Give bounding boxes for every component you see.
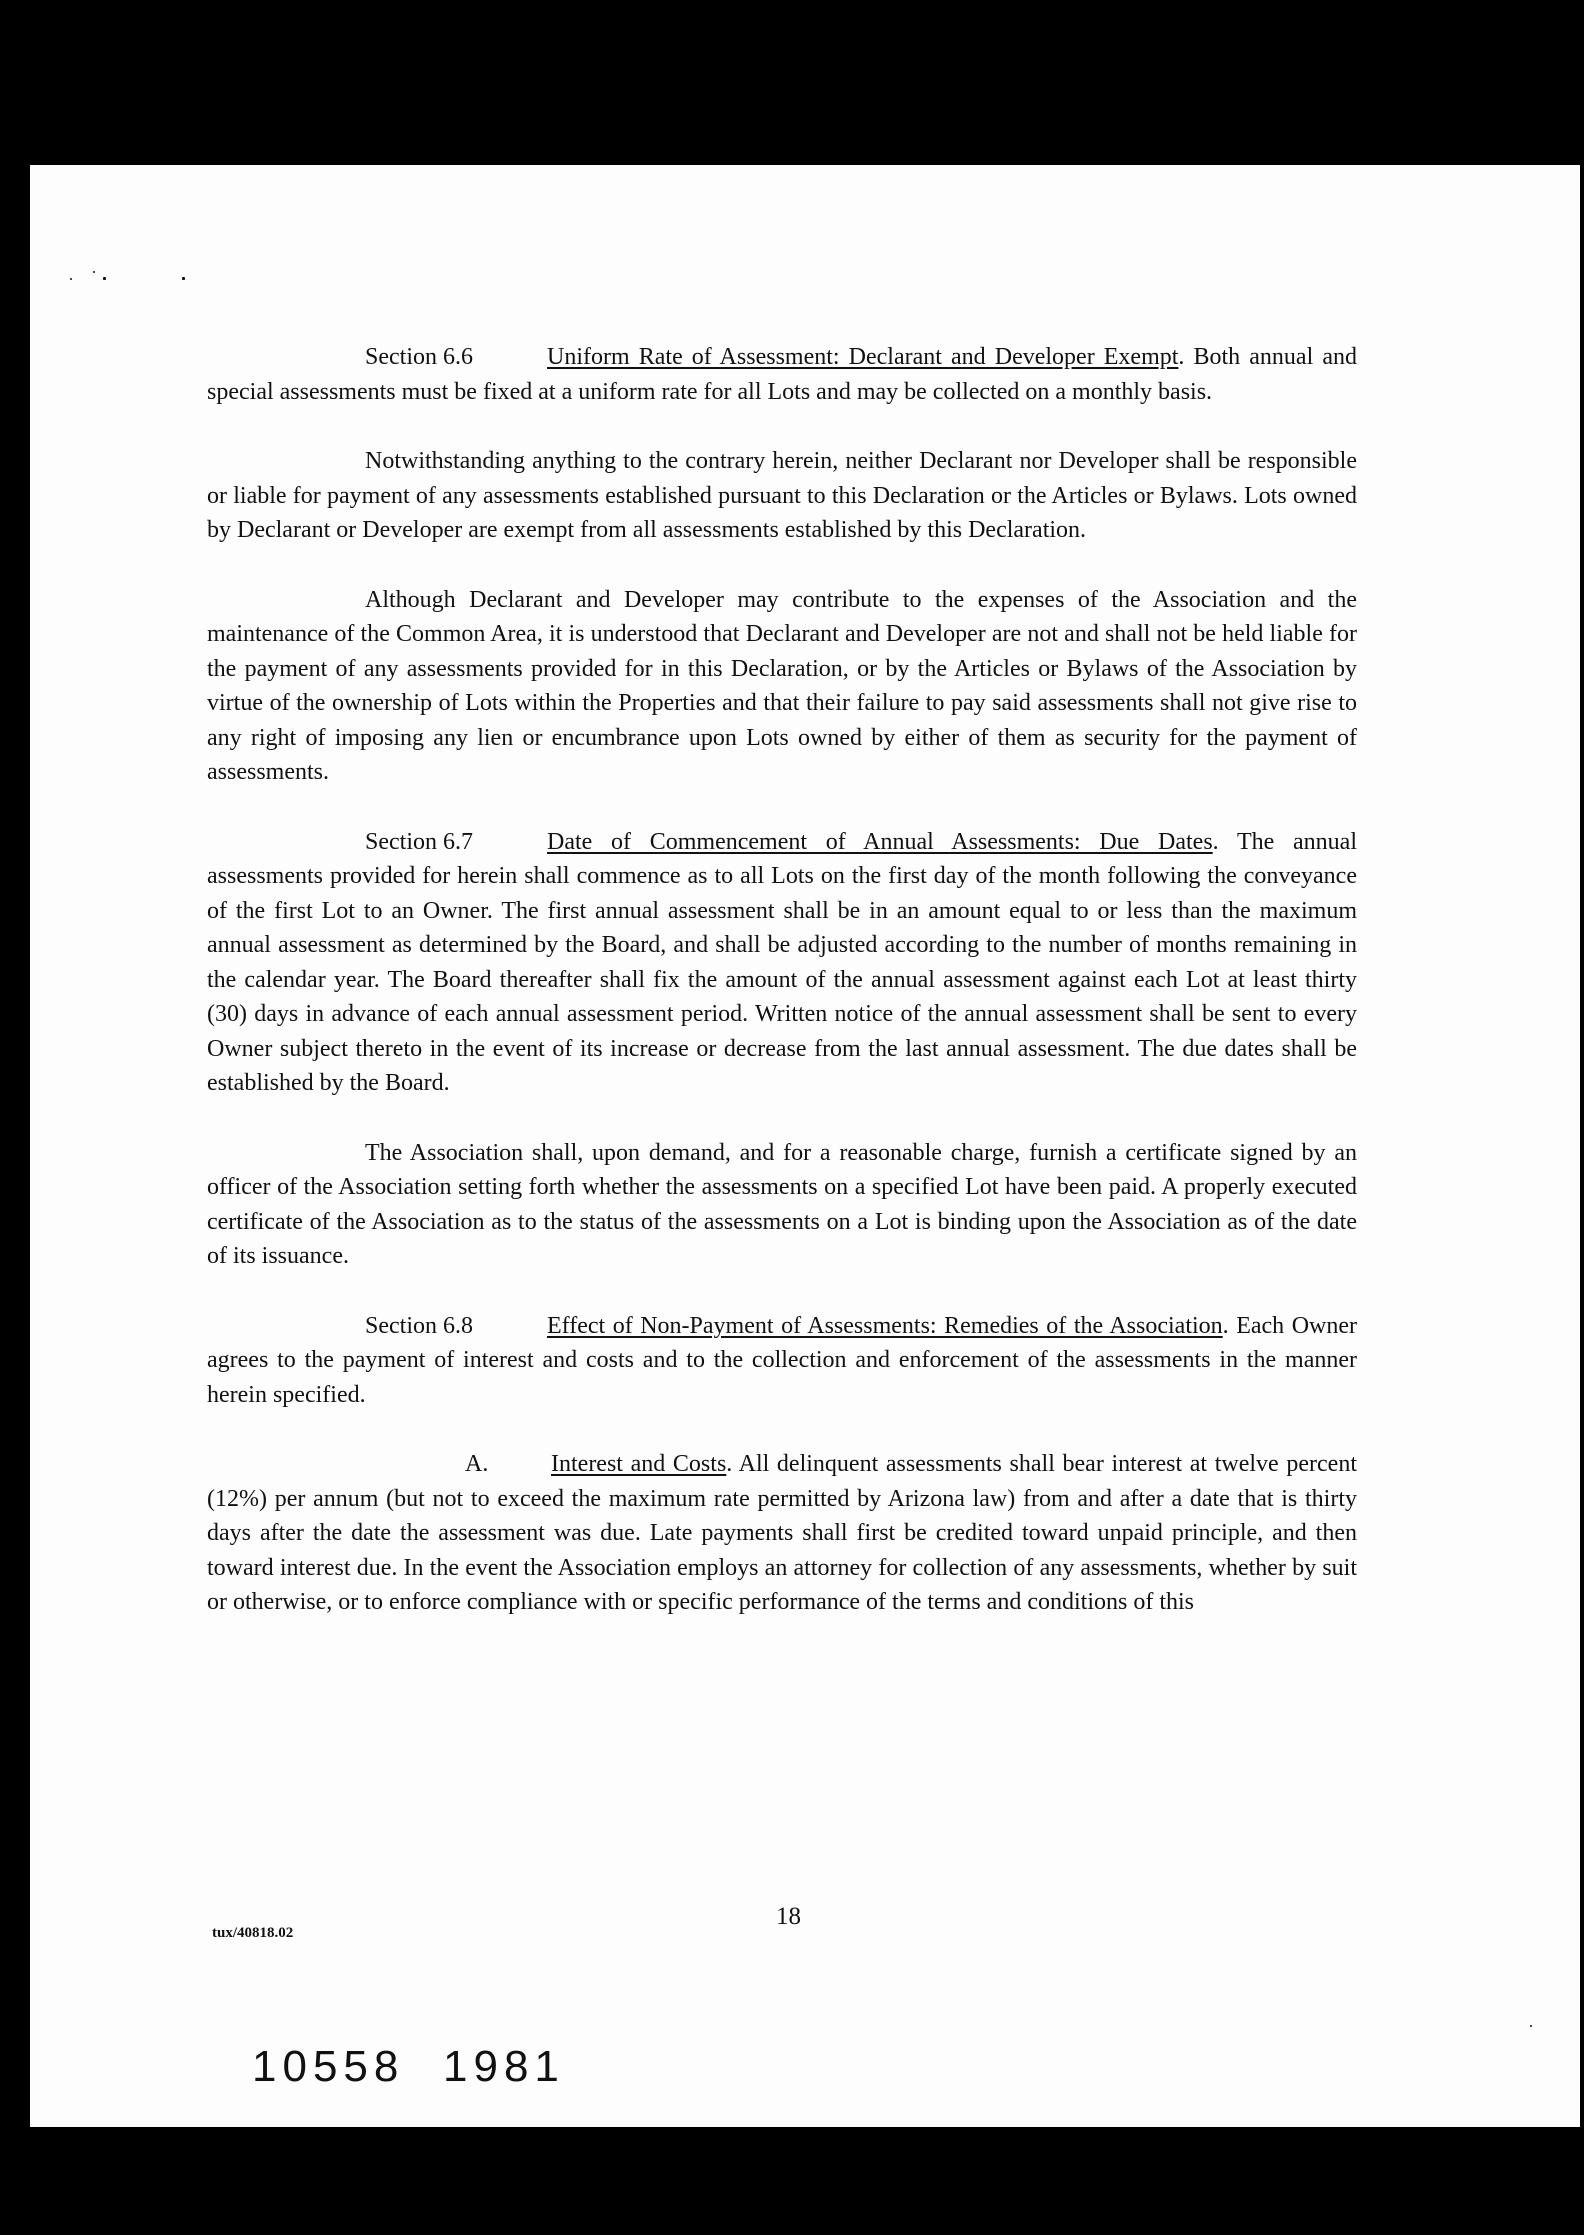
paragraph-text: . Each Owner agrees to the payment of interest and costs and to the collection and enforcement of the assessments in the manner herein specified. <box>207 1312 1357 1408</box>
section-6-6-paragraph <box>207 340 1357 409</box>
section-title: Effect of Non-Payment of Assessments: Remedies of the Association <box>547 1312 1223 1339</box>
section-title: Date of Commencement of Annual Assessments: Due Dates <box>547 828 1213 855</box>
section-6-8-paragraph <box>207 1309 1357 1413</box>
scan-speck <box>93 271 95 273</box>
document-body <box>207 340 1357 1655</box>
paragraph-text: . The annual assessments provided for herein shall commence as to all Lots on the first day of the month following the conveyance of the first Lot to an Owner. The first annual assessment shall be in an amount equal to or less than the maximum annual assessment as determined by the Board, and shall be adjusted according to the number of months remaining in the calendar year. The Board thereafter shall fix the amount of the annual assessment against each Lot at least thirty (30) days in advance of each annual assessment period. Written notice of the annual assessment shall be sent to every Owner subject thereto in the event of its increase or decrease from the last annual assessment. The due dates shall be established by the Board. <box>207 828 1357 1096</box>
item-title: Interest and Costs <box>551 1451 727 1477</box>
scan-speck <box>182 277 185 280</box>
scan-speck <box>1530 2025 1532 2027</box>
scan-speck <box>103 277 106 280</box>
paragraph-text: . Both annual and special assessments must be fixed at a uniform rate for all Lots and may be collected on a monthly basis. <box>207 344 1357 405</box>
section-number: Section 6.7 <box>365 828 473 855</box>
paragraph-text: . All delinquent assessments shall bear interest at twelve percent (12%) per annum (but not to exceed the maximum rate permitted by Arizona law) from and after a date that is thirty days after the date the assessment was due. Late payments shall first be credited toward unpaid principle, and then toward interest due. In the event the Association employs an attorney for collection of any assessments, whether by suit or otherwise, or to enforce compliance with or specific performance of the terms and conditions of this <box>207 1451 1357 1615</box>
section-number: Section 6.8 <box>365 1312 473 1339</box>
page-number: 18 <box>776 1903 801 1930</box>
paragraph: The Association shall, upon demand, and for a reasonable charge, furnish a certificate signed by an officer of the Association setting forth whether the assessments on a specified Lot have been paid. A properly executed certificate of the Association as to the status of the assessments on a Lot is binding upon the Association as of the date of its issuance. <box>207 1139 1357 1269</box>
item-a-paragraph <box>207 1447 1357 1620</box>
scan-border <box>1095 150 1584 162</box>
section-6-7-paragraph <box>207 825 1357 1101</box>
scan-speck <box>70 278 72 280</box>
recording-page-number: 1981 <box>443 2042 565 2091</box>
paragraph: Notwithstanding anything to the contrary herein, neither Declarant nor Developer shall be responsible or liable for payment of any assessments established pursuant to this Declaration or the Articles or Bylaws. Lots owned by Declarant or Developer are exempt from all assessments established by this Declaration. <box>207 448 1357 543</box>
item-letter: A. <box>465 1451 489 1477</box>
paragraph: Although Declarant and Developer may contribute to the expenses of the Association and the maintenance of the Common Area, it is understood that Declarant and Developer are not and shall not be held liable for the payment of any assessments provided for in this Declaration, or by the Articles or Bylaws of the Association by virtue of the ownership of Lots within the Properties and that their failure to pay said assessments shall not give rise to any right of imposing any lien or encumbrance upon Lots owned by either of them as security for the payment of assessments. <box>207 586 1357 785</box>
file-code: tux/40818.02 <box>212 1925 294 1941</box>
docket-number: 10558 <box>252 2042 405 2091</box>
section-number: Section 6.6 <box>365 344 473 370</box>
section-title: Uniform Rate of Assessment: Declarant and Developer Exempt <box>547 344 1179 370</box>
